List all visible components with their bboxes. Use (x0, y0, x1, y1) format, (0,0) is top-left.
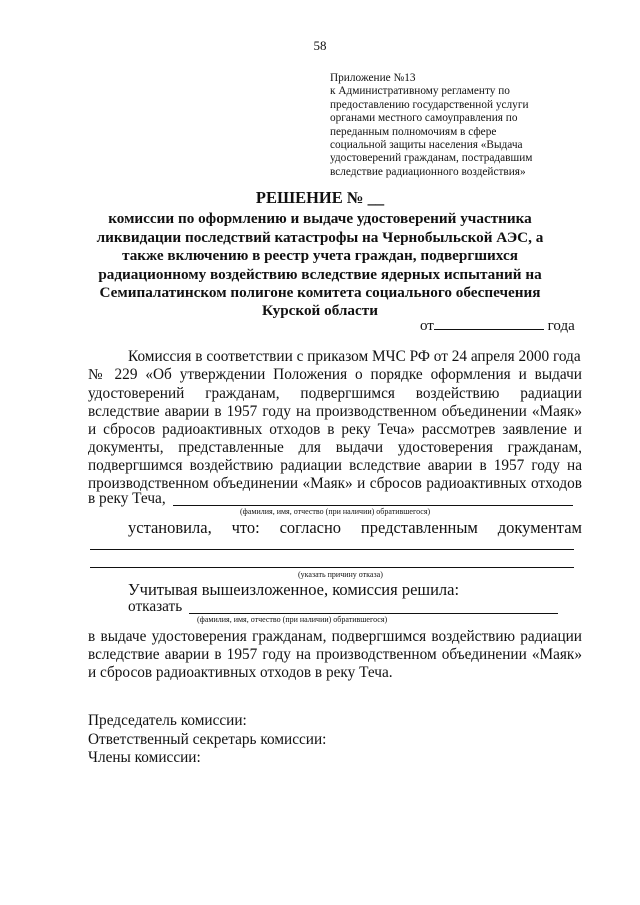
appendix-line: переданным полномочиям в сфере (330, 125, 497, 138)
paragraph-line: Комиссия в соответствии с приказом МЧС РФ от 24 апреля 2000 года (128, 348, 581, 365)
title-line: Семипалатинском полигоне комитета социального обеспечения (99, 284, 541, 301)
signature-chairman: Председатель комиссии: (88, 712, 247, 729)
signature-secretary: Ответственный секретарь комиссии: (88, 731, 327, 748)
appendix-line: к Административному регламенту по (330, 85, 510, 98)
signature-members: Члены комиссии: (88, 749, 201, 766)
appendix-note (330, 72, 570, 179)
established-line: установила, что: согласно представленным документам (128, 518, 582, 537)
reason-line-1[interactable] (90, 549, 574, 550)
appendix-line: предоставлению государственной услуги (330, 98, 529, 111)
reason-line-2[interactable] (90, 567, 574, 568)
paragraph-line: № 229 «Об утверждении Положения о порядке оформления и выдачи (88, 366, 582, 383)
date-line (420, 316, 575, 335)
refused-name-line[interactable] (189, 613, 558, 614)
date-suffix: года (547, 318, 575, 334)
paragraph-line: и сбросов радиоактивных отходов в реку Теча» рассмотрев заявление и (88, 421, 582, 438)
appendix-line: вследствие радиационного воздействия» (330, 165, 526, 178)
paragraph-line: в выдаче удостоверения гражданам, подвергшимся воздействию радиации (88, 628, 582, 645)
title-line: радиационному воздействию вследствие ядерных испытаний на (98, 266, 542, 283)
applicant-name-line[interactable] (173, 505, 573, 506)
paragraph-line: производственном объединении «Маяк» и сбросов радиоактивных отходов (88, 475, 582, 492)
document-title: РЕШЕНИЕ № __ (255, 188, 385, 207)
considering-line: Учитывая вышеизложенное, комиссия решила: (128, 580, 460, 599)
paragraph-line: и сбросов радиоактивных отходов в реку Теча. (88, 664, 393, 681)
page-number: 58 (313, 38, 327, 53)
appendix-line: социальной защиты населения «Выдача (330, 139, 523, 152)
appendix-line: Приложение №13 (330, 72, 416, 84)
title-line: ликвидации последствий катастрофы на Чернобыльской АЭС, а (96, 229, 544, 246)
title-line: также включению в реестр учета граждан, подвергшихся (122, 247, 518, 264)
title-line: Курской области (262, 302, 378, 319)
paragraph-line: документы, представленные для выдачи удостоверения гражданам, (88, 439, 582, 456)
title-line: комиссии по оформлению и выдаче удостоверений участника (108, 210, 532, 227)
refuse-label: отказать (128, 598, 183, 615)
date-prefix: от (420, 318, 434, 334)
date-blank[interactable] (434, 316, 544, 330)
caption-applicant-name: (фамилия, имя, отчество (при наличии) обратившегося) (240, 507, 431, 516)
appendix-line: удостоверений гражданам, пострадавшим (330, 152, 533, 165)
paragraph-line: подвергшимся воздействию радиации вследствие аварии в 1957 году на (88, 457, 582, 474)
paragraph-line: вследствие аварии в 1957 году на производственном объединении «Маяк» (88, 646, 582, 663)
caption-reason: (указать причину отказа) (298, 570, 383, 579)
appendix-line: органами местного самоуправления по (330, 112, 518, 125)
paragraph-line: вследствие аварии в 1957 году на производственном объединении «Маяк» (88, 403, 582, 420)
caption-refused-name: (фамилия, имя, отчество (при наличии) обратившегося) (197, 615, 388, 624)
paragraph-line: удостоверений гражданам, подвергшимся воздействию радиации (88, 385, 582, 402)
paragraph-line: в реку Теча, (88, 490, 166, 507)
